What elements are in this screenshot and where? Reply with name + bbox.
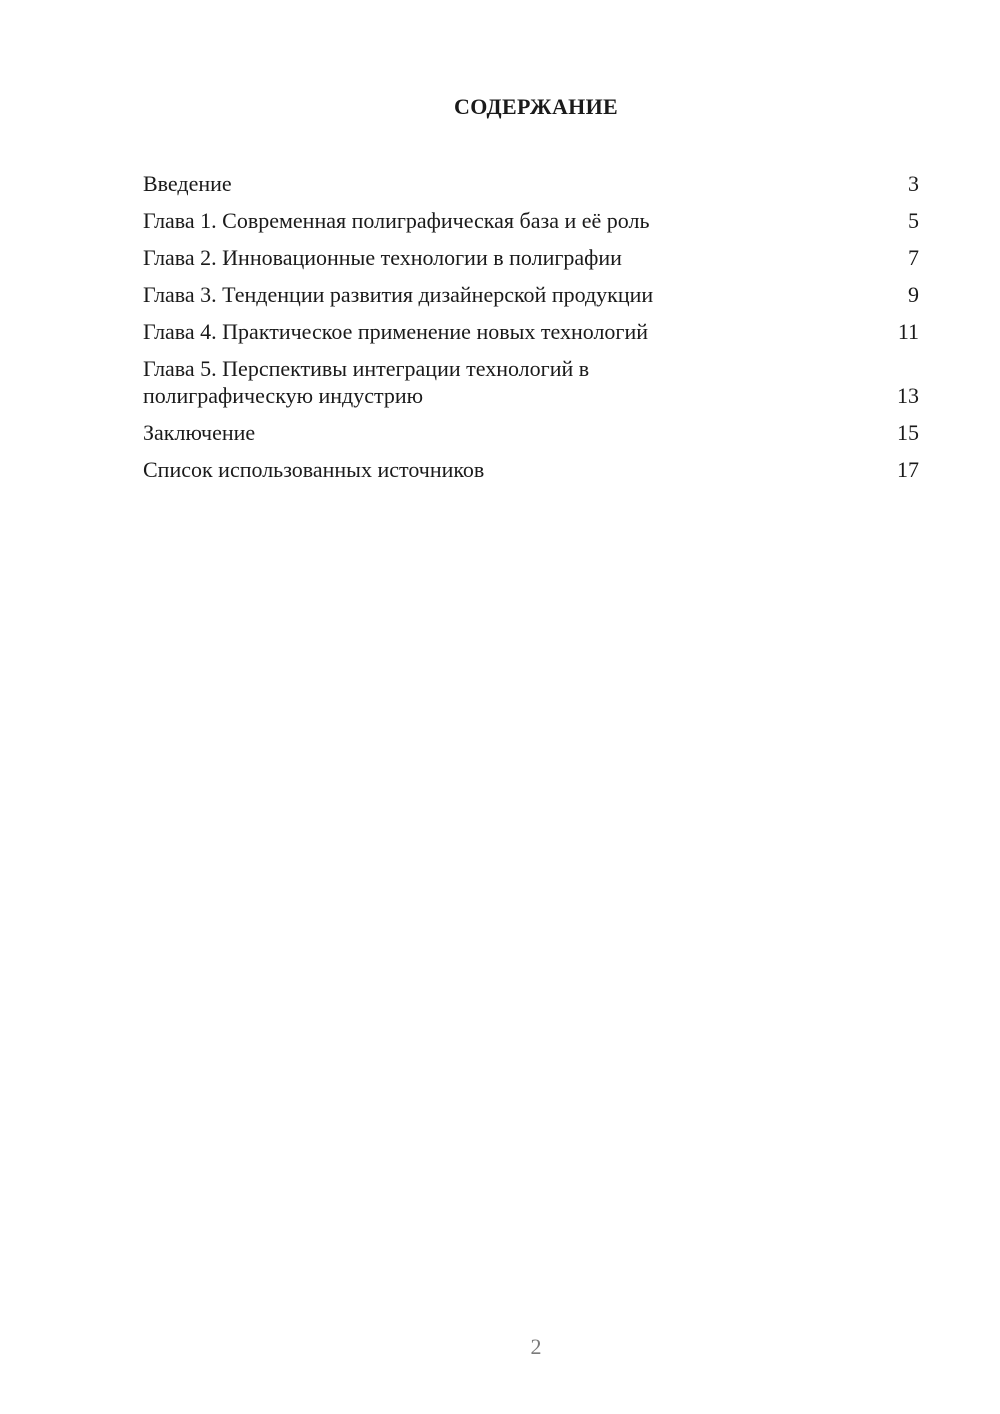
toc-item-chapter-2 (143, 244, 919, 271)
toc-entry-page: 15 (897, 420, 919, 445)
toc-item-conclusion (143, 419, 919, 446)
toc-item-references (143, 456, 919, 483)
toc-entry-label: Глава 4. Практическое применение новых технологий (143, 319, 649, 344)
toc-item-chapter-5 (143, 355, 919, 409)
toc-entry-label: Глава 5. Перспективы интеграции технологий в полиграфическую индустрию (143, 356, 590, 408)
toc-item-chapter-4 (143, 318, 919, 345)
table-of-contents (143, 170, 919, 493)
page-title: СОДЕРЖАНИЕ (454, 94, 618, 119)
toc-entry-page: 17 (897, 457, 919, 482)
toc-item-introduction (143, 170, 919, 197)
toc-entry-page: 5 (908, 208, 919, 233)
toc-entry-label: Введение (143, 171, 232, 196)
toc-entry-label: Список использованных источников (143, 457, 485, 482)
toc-entry-label: Заключение (143, 420, 256, 445)
toc-entry-page: 13 (897, 383, 919, 408)
toc-entry-page: 11 (897, 319, 919, 344)
toc-entry-page: 3 (908, 171, 919, 196)
toc-item-chapter-1 (143, 207, 919, 234)
toc-item-chapter-3 (143, 281, 919, 308)
toc-entry-label: Глава 1. Современная полиграфическая база и её роль (143, 208, 650, 233)
toc-entry-page: 7 (908, 245, 919, 270)
toc-entry-label: Глава 3. Тенденции развития дизайнерской продукции (143, 282, 654, 307)
page-number: 2 (530, 1334, 542, 1359)
toc-entry-page: 9 (908, 282, 919, 307)
toc-entry-label: Глава 2. Инновационные технологии в полиграфии (143, 245, 622, 270)
